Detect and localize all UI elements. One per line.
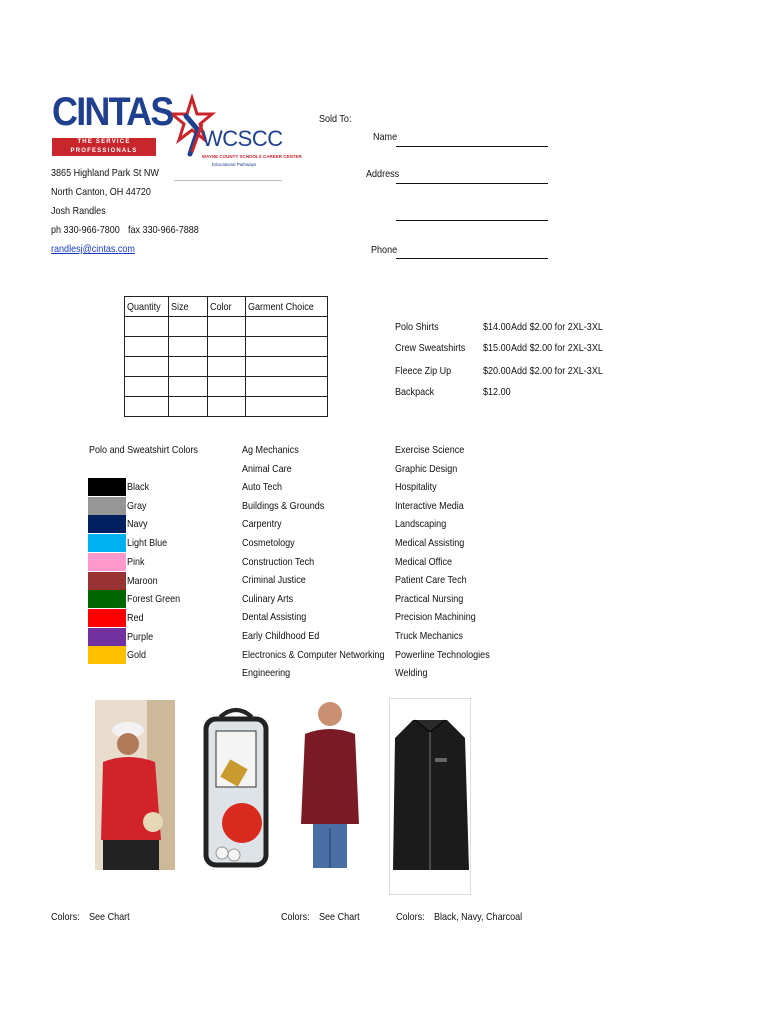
price-note: Add $2.00 for 2XL-3XL: [511, 321, 603, 333]
program-item: Animal Care: [242, 462, 292, 475]
program-item: Hospitality: [395, 481, 437, 494]
size-cell[interactable]: [169, 337, 208, 357]
size-cell[interactable]: [169, 317, 208, 337]
wcscc-logo-text: WCSCC: [202, 126, 283, 151]
phone-field[interactable]: [396, 258, 548, 259]
program-item: Truck Mechanics: [395, 630, 463, 642]
color-swatch: [88, 590, 126, 608]
wcscc-tagline: Educational Pathways: [212, 162, 257, 167]
table-row[interactable]: [125, 397, 328, 417]
program-item: Construction Tech: [242, 555, 315, 568]
garment-cell[interactable]: [246, 337, 327, 357]
color-row: [88, 515, 198, 533]
program-item: Culinary Arts: [242, 592, 294, 605]
color-name: Purple: [127, 630, 154, 643]
color-name: Gold: [127, 649, 147, 662]
color-swatch: [88, 534, 126, 552]
color-swatch: [88, 553, 126, 571]
cintas-logo: [52, 90, 173, 154]
color-cell[interactable]: [208, 337, 246, 357]
caption-label: Colors:: [51, 911, 80, 923]
header-garment-choice: Garment Choice: [248, 300, 314, 313]
vendor-contact: Josh Randles: [51, 205, 106, 217]
wcscc-subtitle: WAYNE COUNTY SCHOOLS CAREER CENTER: [202, 154, 302, 159]
name-label: Name: [373, 131, 398, 143]
vendor-address1: 3865 Highland Park St NW: [51, 167, 159, 179]
address-field-1[interactable]: [396, 183, 548, 184]
color-row: [88, 497, 198, 515]
size-cell[interactable]: [169, 397, 208, 417]
color-row: [88, 553, 198, 571]
color-cell[interactable]: [208, 317, 246, 337]
color-row: [88, 590, 198, 608]
color-row: [88, 534, 198, 552]
wcscc-logo: [172, 94, 302, 186]
table-row[interactable]: [125, 337, 328, 357]
program-item: Early Childhood Ed: [242, 630, 320, 642]
program-item: Graphic Design: [395, 462, 458, 475]
color-swatch: [88, 515, 126, 533]
program-item: Criminal Justice: [242, 574, 306, 587]
price-item-name: Backpack: [395, 386, 435, 398]
table-row[interactable]: [125, 357, 328, 377]
caption-label: Colors:: [396, 911, 425, 923]
color-row: [88, 628, 198, 646]
color-name: Black: [127, 481, 150, 493]
program-item: Cosmetology: [242, 537, 295, 549]
name-field[interactable]: [396, 146, 548, 147]
color-name: Maroon: [127, 574, 158, 587]
backpack-photo: [198, 703, 274, 873]
garment-cell[interactable]: [246, 397, 327, 417]
program-item: Welding: [395, 667, 428, 680]
color-cell[interactable]: [208, 397, 246, 417]
program-item: Patient Care Tech: [395, 574, 467, 587]
price-item-name: Polo Shirts: [395, 321, 439, 333]
phone-label: Phone: [371, 244, 398, 256]
color-name: Gray: [127, 499, 147, 512]
cintas-tagline: THE SERVICE PROFESSIONALS: [52, 138, 156, 156]
garment-cell[interactable]: [246, 357, 327, 377]
program-item: Electronics & Computer Networking: [242, 648, 385, 661]
program-item: Carpentry: [242, 518, 282, 531]
caption-value: See Chart: [319, 911, 360, 923]
caption-value: Black, Navy, Charcoal: [434, 911, 523, 923]
price-note: Add $2.00 for 2XL-3XL: [511, 342, 603, 354]
program-item: Engineering: [242, 667, 291, 680]
size-cell[interactable]: [169, 357, 208, 377]
polo-shirt-photo: [95, 700, 175, 870]
garment-cell[interactable]: [246, 317, 327, 337]
size-cell[interactable]: [169, 377, 208, 397]
caption-label: Colors:: [281, 911, 310, 923]
program-item: Interactive Media: [395, 499, 464, 512]
program-item: Powerline Technologies: [395, 648, 490, 661]
color-swatch: [88, 609, 126, 627]
price-value: $20.00: [483, 365, 511, 377]
color-cell[interactable]: [208, 357, 246, 377]
program-item: Landscaping: [395, 518, 447, 531]
color-swatch: [88, 646, 126, 664]
price-item-name: Crew Sweatshirts: [395, 342, 466, 354]
quantity-cell[interactable]: [125, 357, 169, 377]
color-name: Forest Green: [127, 593, 181, 606]
color-cell[interactable]: [208, 377, 246, 397]
fleece-zip-up-photo: [389, 698, 471, 895]
program-item: Buildings & Grounds: [242, 499, 325, 512]
header-size: Size: [171, 300, 189, 313]
price-value: $12.00: [483, 386, 511, 398]
program-item: Dental Assisting: [242, 611, 307, 624]
price-value: $14.00: [483, 321, 511, 333]
quantity-cell[interactable]: [125, 337, 169, 357]
program-item: Ag Mechanics: [242, 444, 299, 456]
garment-cell[interactable]: [246, 377, 327, 397]
color-swatch: [88, 572, 126, 590]
caption-value: See Chart: [89, 911, 130, 923]
cintas-logo-text: CINTAS: [52, 90, 173, 134]
color-swatch: [88, 628, 126, 646]
color-name: Pink: [127, 555, 145, 568]
color-swatch: [88, 478, 126, 496]
program-item: Auto Tech: [242, 481, 283, 494]
vendor-phone: ph 330-966-7800: [51, 224, 120, 236]
color-row: [88, 478, 198, 496]
vendor-email-link[interactable]: randlesj@cintas.com: [51, 243, 135, 255]
color-row: [88, 609, 198, 627]
table-row[interactable]: [125, 377, 328, 397]
sold-to-heading: Sold To:: [319, 113, 352, 125]
price-note: Add $2.00 for 2XL-3XL: [511, 365, 603, 377]
color-row: [88, 646, 198, 664]
color-name: Red: [127, 611, 144, 624]
address-field-2[interactable]: [396, 220, 548, 221]
quantity-cell[interactable]: [125, 317, 169, 337]
quantity-cell[interactable]: [125, 377, 169, 397]
colors-heading: Polo and Sweatshirt Colors: [89, 444, 198, 456]
vendor-address2: North Canton, OH 44720: [51, 186, 151, 198]
crew-sweatshirt-photo: [299, 698, 361, 868]
program-item: Precision Machining: [395, 611, 476, 624]
color-name: Navy: [127, 518, 148, 531]
order-table: [124, 296, 328, 417]
quantity-cell[interactable]: [125, 397, 169, 417]
program-item: Exercise Science: [395, 444, 465, 456]
price-list: [395, 321, 655, 411]
address-label: Address: [366, 168, 400, 180]
color-name: Light Blue: [127, 537, 168, 550]
header-color: Color: [210, 300, 232, 313]
price-value: $15.00: [483, 342, 511, 354]
vendor-fax: fax 330-966-7888: [128, 224, 199, 236]
color-row: [88, 572, 198, 590]
color-swatch: [88, 497, 126, 515]
price-item-name: Fleece Zip Up: [395, 365, 452, 377]
program-item: Practical Nursing: [395, 592, 464, 605]
program-item: Medical Office: [395, 555, 453, 568]
header-quantity: Quantity: [127, 300, 161, 313]
program-item: Medical Assisting: [395, 537, 465, 549]
table-row[interactable]: [125, 317, 328, 337]
order-table-header: [125, 297, 328, 317]
